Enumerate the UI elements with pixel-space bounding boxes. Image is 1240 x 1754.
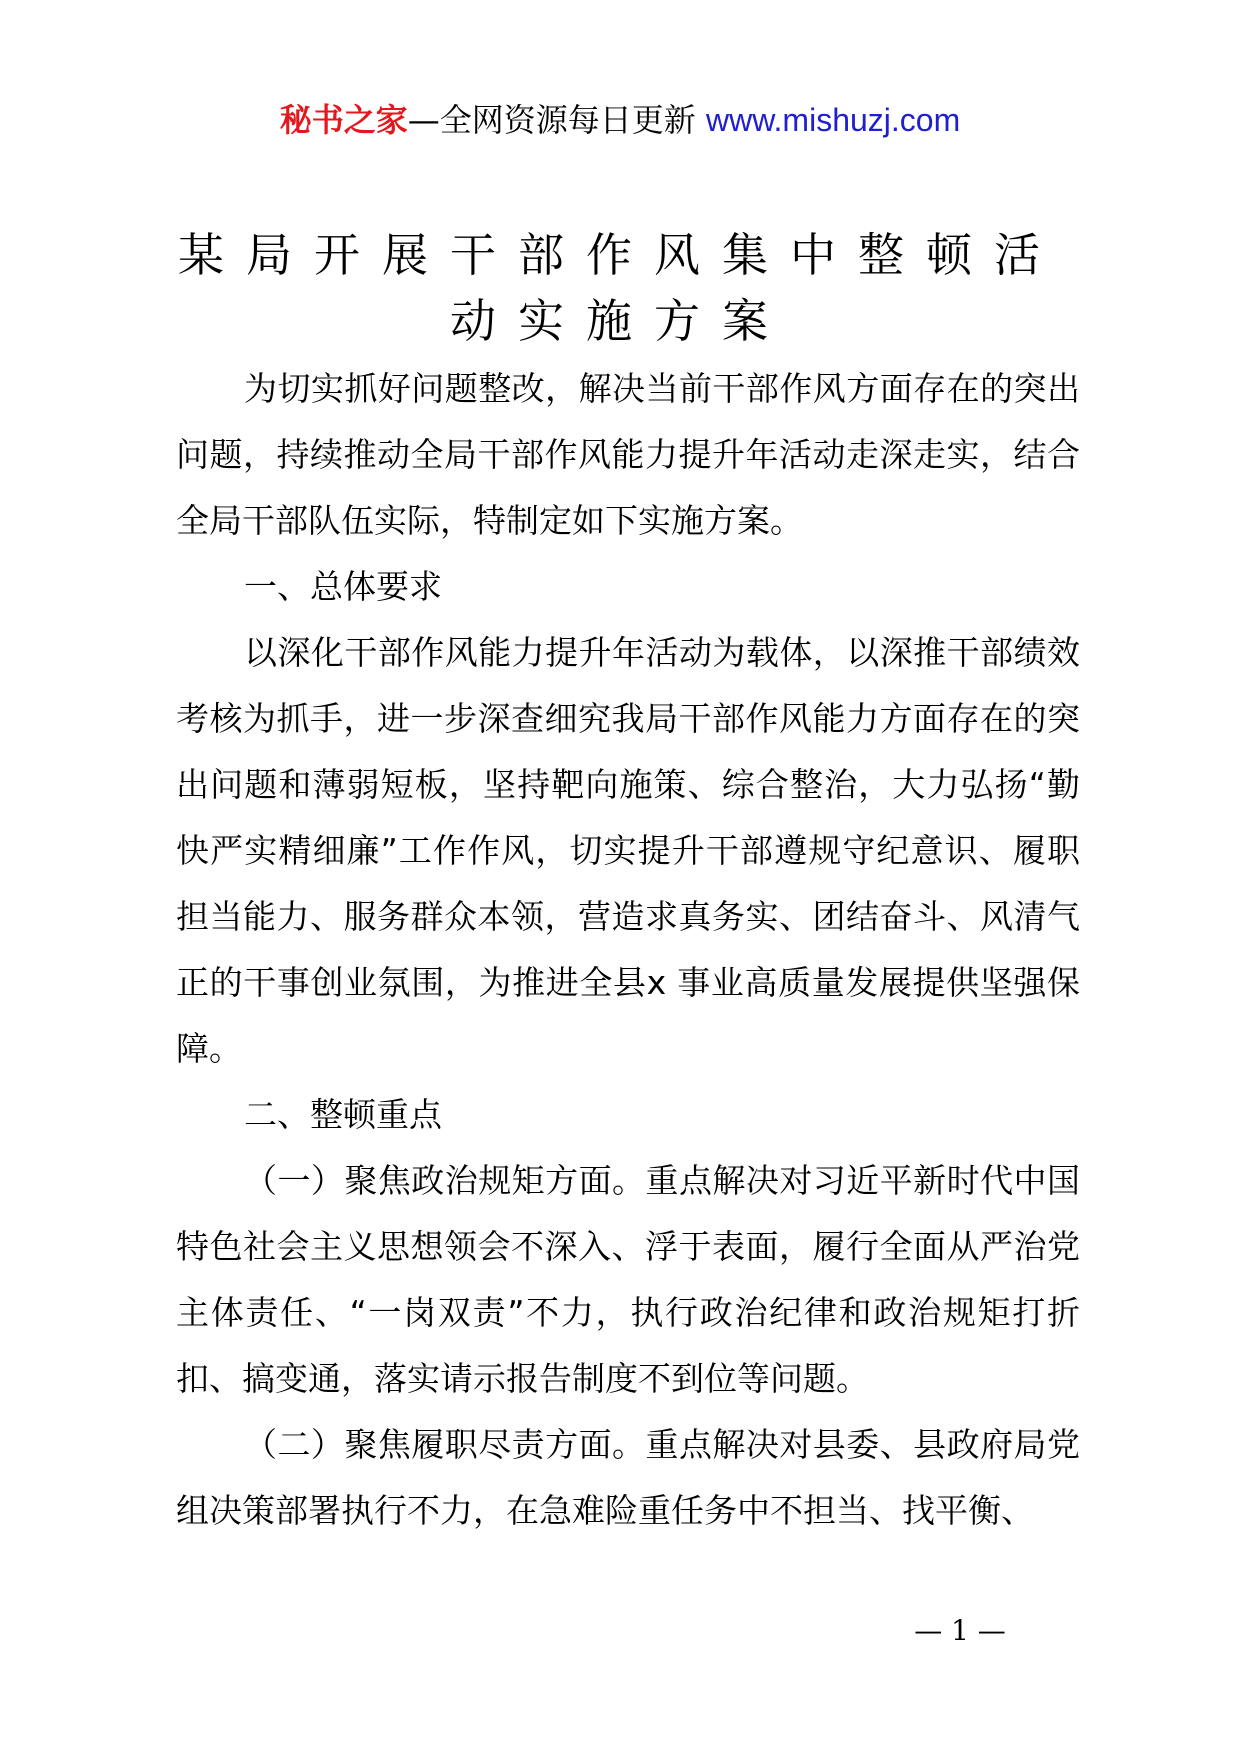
body-paragraph: （二）聚焦履职尽责方面。重点解决对县委、县政府局党组决策部署执行不力，在急难险重任务中不担当、找平衡、 <box>176 1425 1080 1530</box>
body-paragraph: 以深化干部作风能力提升年活动为载体，以深推干部绩效考核为抓手，进一步深查细究我局干部作风能力方面存在的突出问题和薄弱短板，坚持靶向施策、综合整治，大力弘扬“勤快严实精细廉”工作作风，切实提升干部遵规守纪意识、履职担当能力、服务群众本领，营造求真务实、团结奋斗、风清气正的干事创业氛围，为推进全县x 事业高质量发展提供坚强保障。 <box>176 633 1080 1068</box>
document-title <box>170 222 1070 354</box>
body-paragraph: （一）聚焦政治规矩方面。重点解决对习近平新时代中国特色社会主义思想领会不深入、浮于表面，履行全面从严治党主体责任、“一岗双责”不力，执行政治纪律和政治规矩打折扣、搞变通，落实请示报告制度不到位等问题。 <box>176 1161 1080 1398</box>
section-heading-general-requirements: 一、总体要求 <box>244 567 442 606</box>
site-url-link[interactable]: www.mishuzj.com <box>705 102 961 138</box>
header-slogan: —全网资源每日更新 <box>407 101 696 139</box>
section-heading-key-points: 二、整顿重点 <box>244 1095 442 1134</box>
document-body <box>176 356 1080 1544</box>
brand-name: 秘书之家 <box>279 101 408 139</box>
intro-paragraph: 为切实抓好问题整改，解决当前干部作风方面存在的突出问题，持续推动全局干部作风能力提升年活动走深走实，结合全局干部队伍实际，特制定如下实施方案。 <box>176 369 1080 540</box>
document-title-line-2: 动实施方案 <box>450 294 790 348</box>
page-number: — 1 — <box>914 1614 1006 1647</box>
header-banner <box>0 98 1240 142</box>
document-title-line-1: 某局开展干部作风集中整顿活 <box>178 228 1062 282</box>
